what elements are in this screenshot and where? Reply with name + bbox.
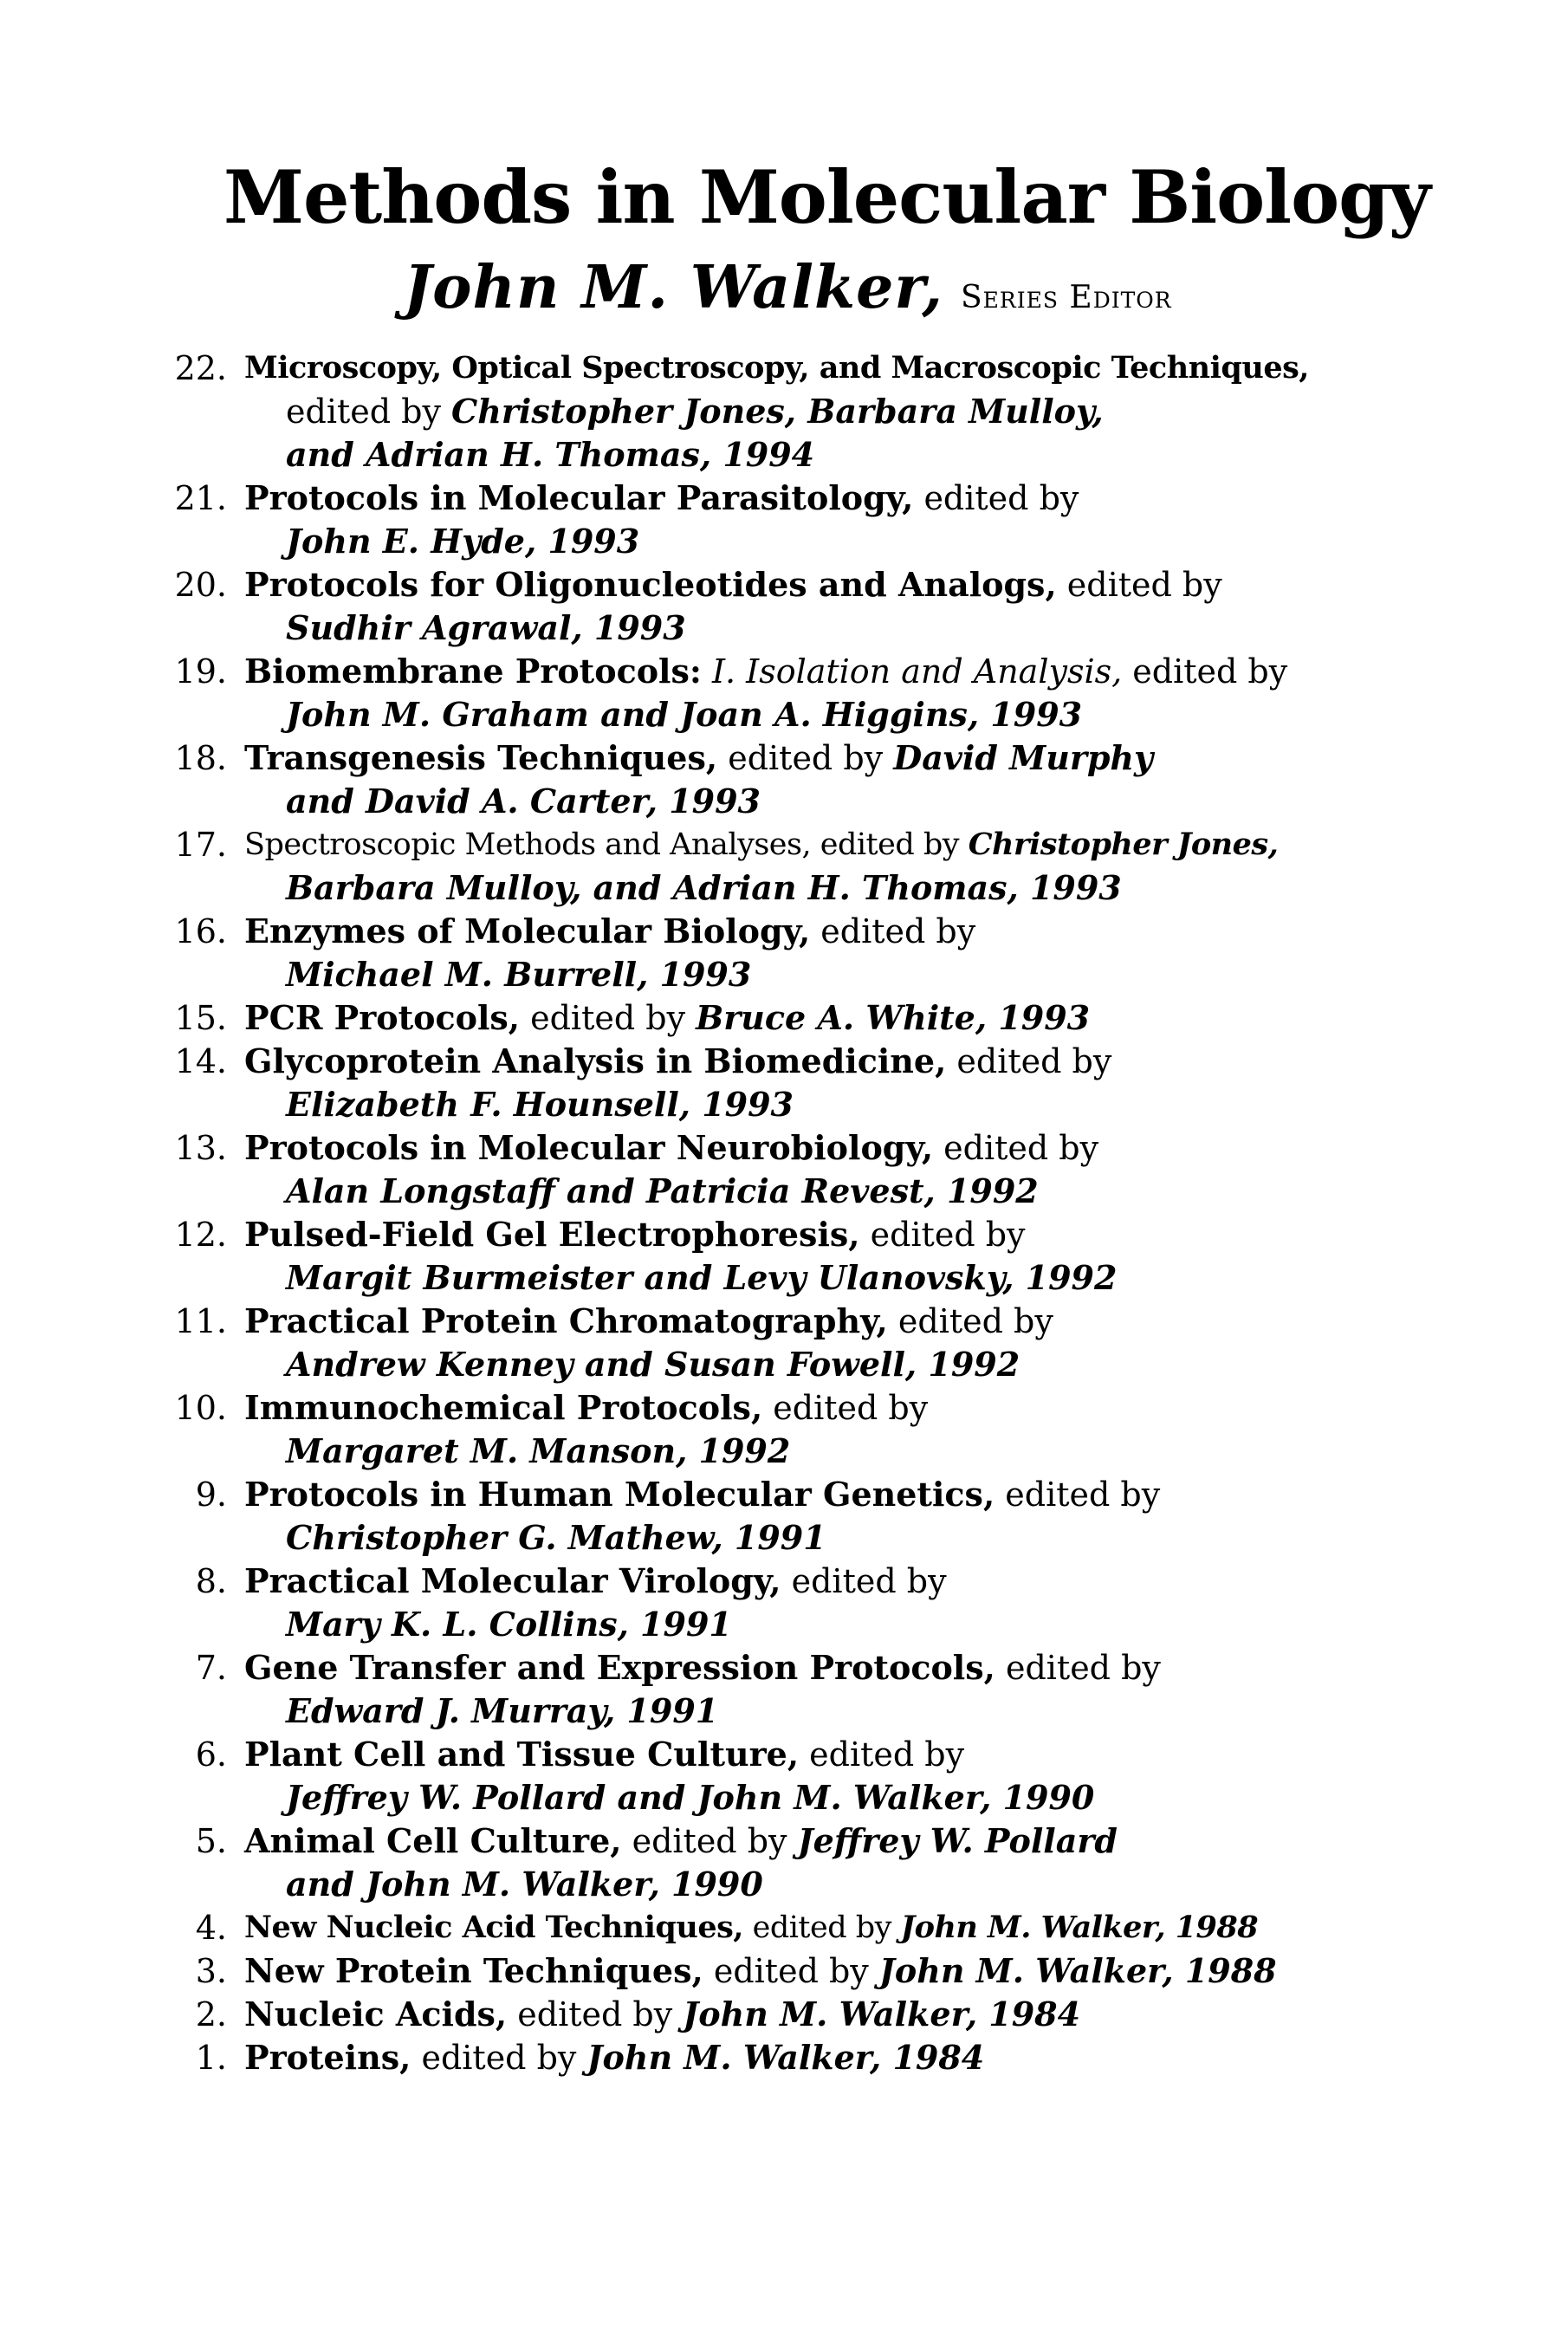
volume-entry [0,910,1568,994]
edited-by-label: edited by [1132,652,1288,691]
volume-title: Gene Transfer and Expression Protocols, [244,1648,995,1687]
volume-entry [0,1993,1568,2036]
volume-authors: and David A. Carter, 1993 [286,782,761,821]
volume-authors: and John M. Walker, 1990 [286,1865,763,1904]
volume-number: 5. [195,1822,227,1860]
volume-title: PCR Protocols, [244,998,521,1037]
edited-by-label: edited by [286,392,441,431]
volume-title: Biomembrane Protocols: [244,652,702,691]
edited-by-label: edited by [791,1562,947,1600]
volume-title: Pulsed-Field Gel Electrophoresis, [244,1215,860,1254]
volume-title: Animal Cell Culture, [244,1821,622,1860]
volume-title: Practical Molecular Virology, [244,1561,781,1600]
volume-number: 8. [195,1562,227,1600]
edited-by-label: edited by [517,1995,673,2033]
volume-authors-continued: and Adrian H. Thomas, 1994 [286,435,815,474]
volume-authors: Margit Burmeister and Levy Ulanovsky, 1992 [286,1258,1118,1297]
edited-by-label: edited by [820,827,960,862]
volume-title: Protocols in Human Molecular Genetics, [244,1475,995,1514]
volume-authors-first: David Murphy [893,738,1154,777]
volume-entry [0,2036,1568,2079]
volume-number: 22. [174,349,227,387]
volume-title: Protocols in Molecular Parasitology, [244,478,914,517]
series-editor-line [404,253,1172,338]
volume-title: Plant Cell and Tissue Culture, [244,1735,800,1774]
volume-authors-first: Jeffrey W. Pollard [797,1821,1118,1860]
volume-authors: Barbara Mulloy, and Adrian H. Thomas, 1993 [286,868,1122,907]
volume-title: Protocols in Molecular Neurobiology, [244,1128,934,1167]
volume-entry [0,1733,1568,1817]
volume-authors: Bruce A. White, 1993 [696,998,1091,1037]
volume-number: 20. [174,566,227,604]
volume-authors: Christopher Jones, Barbara Mulloy, [451,392,1104,431]
edited-by-label: edited by [870,1216,1026,1254]
volume-number: 10. [174,1389,227,1427]
volume-number: 14. [174,1042,227,1080]
volume-title: Practical Protein Chromatography, [244,1301,888,1340]
edited-by-label: edited by [773,1389,929,1427]
volume-title: Protocols for Oligonucleotides and Analogs, [244,565,1057,604]
edited-by-label: edited by [943,1129,1099,1167]
volume-entry [0,736,1568,821]
volume-title: Nucleic Acids, [244,1995,508,2033]
volume-authors: Andrew Kenney and Susan Fowell, 1992 [286,1345,1020,1384]
volume-authors: John M. Walker, 1988 [900,1910,1259,1945]
volume-entry [0,823,1568,907]
volume-title: Spectroscopic Methods and Analyses, [244,827,812,862]
series-editor-name: John M. Walker, [404,253,943,322]
volume-number: 4. [195,1909,227,1947]
volume-number: 16. [174,912,227,950]
volume-authors: Michael M. Burrell, 1993 [286,955,752,994]
volume-authors: Mary K. L. Collins, 1991 [286,1605,732,1644]
volume-authors: John M. Walker, 1988 [878,1951,1277,1990]
volume-number: 13. [174,1129,227,1167]
volume-authors: Margaret M. Manson, 1992 [286,1431,791,1470]
volume-entry [0,650,1568,734]
volume-entry [0,477,1568,561]
volume-entry [0,1819,1568,1904]
edited-by-label: edited by [923,479,1079,517]
edited-by-label: edited by [530,999,686,1037]
volume-authors: John M. Graham and Joan A. Higgins, 1993 [286,695,1083,734]
volume-authors: John E. Hyde, 1993 [286,522,640,561]
volume-subtitle: I. Isolation and Analysis, [712,652,1123,691]
volume-title: Glycoprotein Analysis in Biomedicine, [244,1041,947,1080]
volume-entry [0,1560,1568,1644]
volume-number: 1. [195,2039,227,2077]
volume-entry [0,1386,1568,1470]
edited-by-label: edited by [632,1822,787,1860]
volume-number: 3. [195,1952,227,1990]
volume-entry [0,347,1568,477]
volume-authors: John M. Walker, 1984 [586,2038,985,2077]
volume-entry [0,1906,1568,1949]
series-editor-role: Series Editor [960,280,1172,315]
volume-title: Enzymes of Molecular Biology, [244,911,811,950]
volume-title: New Nucleic Acid Techniques, [244,1910,743,1945]
volume-entry [0,1473,1568,1557]
volume-entry [0,1213,1568,1297]
volume-title: New Protein Techniques, [244,1951,703,1990]
edited-by-label: edited by [809,1735,965,1774]
volume-number: 19. [174,652,227,691]
volume-authors: Elizabeth F. Hounsell, 1993 [286,1085,794,1124]
edited-by-label: edited by [728,739,884,777]
edited-by-label: edited by [752,1910,891,1945]
edited-by-label: edited by [1005,1476,1161,1514]
volume-authors-first: Christopher Jones, [968,827,1279,862]
volume-number: 11. [174,1302,227,1340]
volume-authors: Sudhir Agrawal, 1993 [286,608,686,647]
volume-number: 9. [195,1476,227,1514]
volume-number: 17. [174,826,227,864]
volume-entry [0,1646,1568,1730]
edited-by-label: edited by [421,2039,577,2077]
edited-by-label: edited by [1005,1649,1161,1687]
volume-title: Microscopy, Optical Spectroscopy, and Macroscopic Techniques, [244,350,1309,386]
volume-title: Transgenesis Techniques, [244,738,718,777]
volume-authors: Christopher G. Mathew, 1991 [286,1518,826,1557]
series-title: Methods in Molecular Biology [224,154,1430,240]
volume-number: 2. [195,1995,227,2033]
volume-entry [0,563,1568,647]
volume-number: 18. [174,739,227,777]
volume-number: 12. [174,1216,227,1254]
edited-by-label: edited by [820,912,976,950]
volume-authors: Jeffrey W. Pollard and John M. Walker, 1990 [286,1778,1095,1817]
edited-by-label: edited by [713,1952,869,1990]
volume-entry [0,1949,1568,1993]
volume-entry [0,1126,1568,1210]
volume-number: 21. [174,479,227,517]
volume-entry [0,1040,1568,1124]
volume-number: 15. [174,999,227,1037]
edited-by-label: edited by [897,1302,1053,1340]
volume-title: Immunochemical Protocols, [244,1388,763,1427]
volume-list [0,347,1568,2079]
volume-authors: Edward J. Murray, 1991 [286,1691,719,1730]
volume-title: Proteins, [244,2038,411,2077]
volume-entry [0,996,1568,1040]
volume-number: 6. [195,1735,227,1774]
volume-number: 7. [195,1649,227,1687]
volume-authors: John M. Walker, 1984 [683,1995,1081,2033]
edited-by-label: edited by [1066,566,1222,604]
volume-authors: Alan Longstaff and Patricia Revest, 1992 [286,1171,1039,1210]
volume-entry [0,1300,1568,1384]
edited-by-label: edited by [956,1042,1112,1080]
